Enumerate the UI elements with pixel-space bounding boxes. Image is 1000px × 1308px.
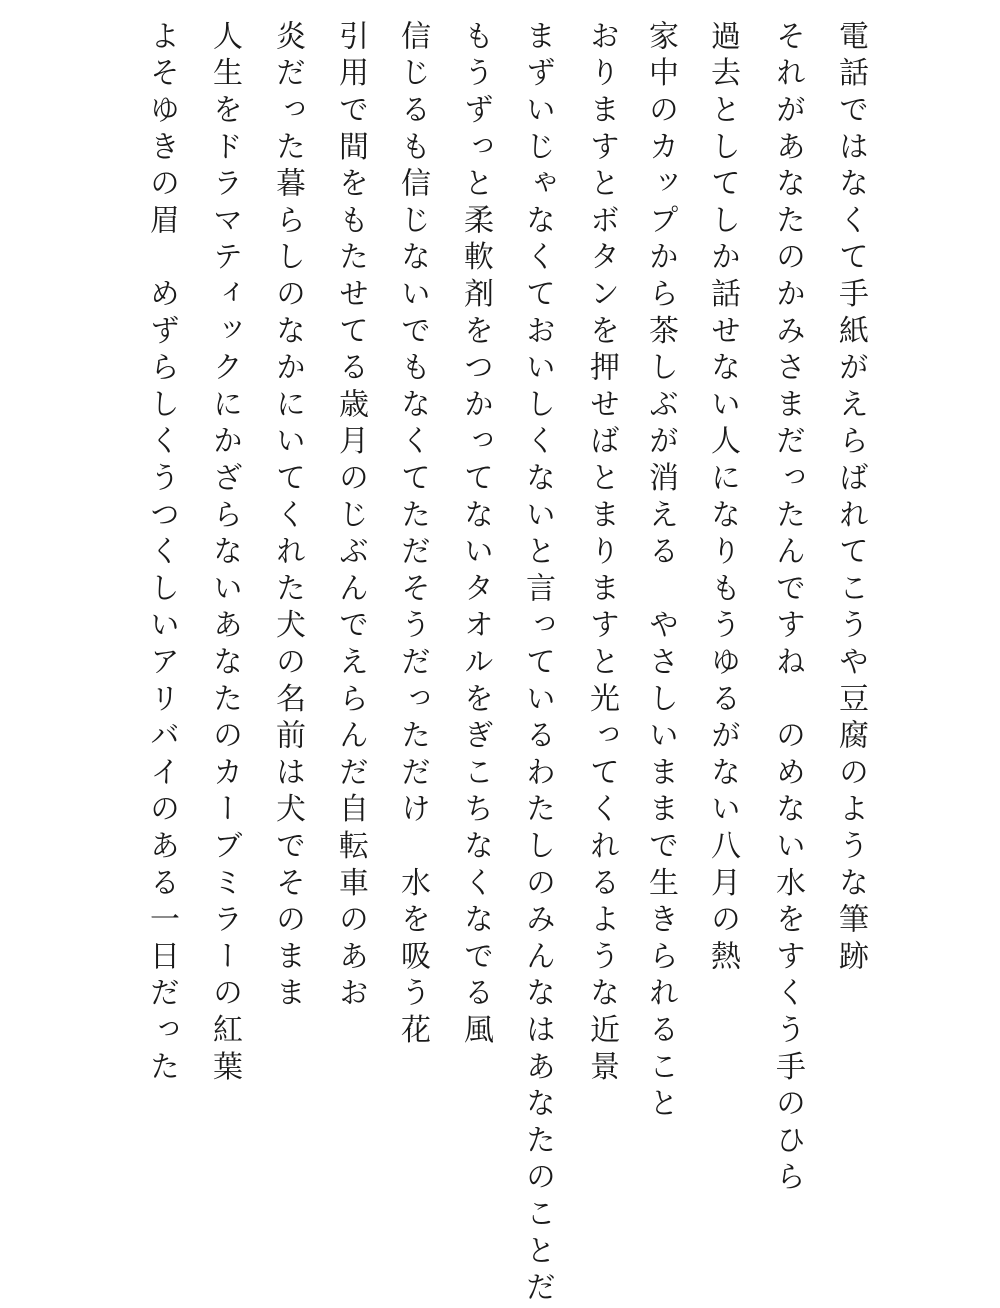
- tanka-column-6: まずいじゃなくておいしくないと言っているわたしのみんなはあなたのことだ: [520, 20, 555, 1308]
- tanka-column-10: 炎だった暮らしのなかにいてくれた犬の名前は犬でそのまま: [270, 20, 305, 1014]
- tanka-column-4: 家中のカップから茶しぶが消える やさしいままで生きられること: [643, 20, 678, 1124]
- tanka-column-3: 過去としてしか話せない人になりもうゆるがない八月の熱: [705, 20, 740, 977]
- tanka-column-2: それがあなたのかみさまだったんですね のめない水をすくう手のひら: [770, 20, 805, 1198]
- tanka-column-8: 信じるも信じないでもなくてただそうだっただけ 水を吸う花: [395, 20, 430, 1051]
- tanka-column-1: 電話ではなくて手紙がえらばれてこうや豆腐のような筆跡: [833, 20, 868, 977]
- tanka-column-11: 人生をドラマティックにかざらないあなたのカーブミラーの紅葉: [207, 20, 242, 1088]
- tanka-column-12: よそゆきの眉 めずらしくうつくしいアリバイのある一日だった: [144, 20, 179, 1088]
- tanka-column-5: おりますとボタンを押せばとまりますと光ってくれるような近景: [584, 20, 619, 1088]
- tanka-column-7: もうずっと柔軟剤をつかってないタオルをぎこちなくなでる風: [458, 20, 493, 1051]
- tanka-column-9: 引用で間をもたせてる歳月のじぶんでえらんだ自転車のあお: [333, 20, 368, 1014]
